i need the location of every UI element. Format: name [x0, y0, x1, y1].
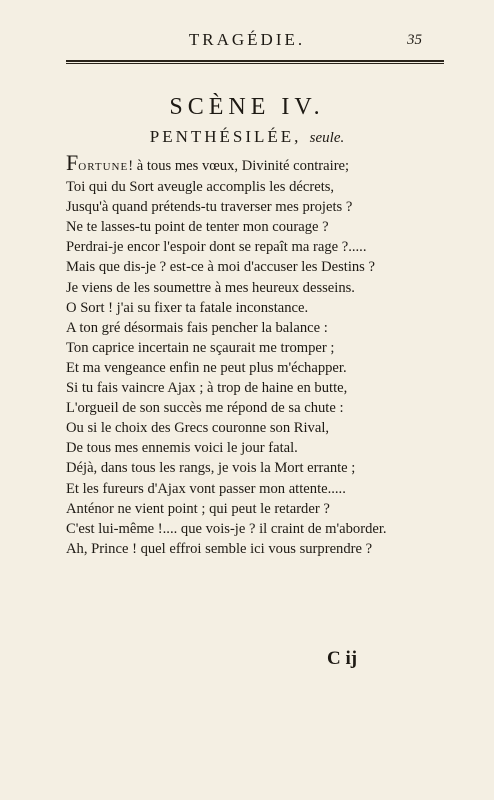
character-name: PENTHÉSILÉE,: [149, 127, 302, 146]
running-title: TRAGÉDIE.: [188, 30, 306, 49]
verse-line: Ah, Prince ! quel effroi semble ici vous surprendre ?: [66, 540, 373, 557]
verse-line: Et les fureurs d'Ajax vont passer mon attente.....: [66, 480, 346, 497]
verse-line: Je viens de les soumettre à mes heureux desseins.: [66, 279, 355, 296]
signature-mark: C ij: [327, 648, 358, 669]
verse-line: De tous mes ennemis voici le jour fatal.: [66, 440, 298, 457]
running-head: [0, 30, 494, 54]
first-line-rest: ! à tous mes vœux, Divinité contraire;: [128, 158, 350, 174]
verse-line: Et ma vengeance enfin ne peut plus m'échapper.: [66, 359, 347, 376]
verse-block: [66, 150, 466, 559]
scene-title: SCÈNE IV.: [169, 94, 325, 120]
first-word-small-caps: ORTUNE: [78, 161, 129, 173]
verse-line: L'orgueil de son succès me répond de sa chute :: [66, 400, 344, 417]
page-number: 35: [407, 32, 422, 48]
verse-line: Anténor ne vient point ; qui peut le retarder ?: [66, 500, 330, 517]
verse-line: O Sort ! j'ai su fixer ta fatale inconstance.: [66, 299, 309, 316]
drop-cap: F: [66, 150, 79, 175]
verse-line: C'est lui-même !.... que vois-je ? il craint de m'aborder.: [66, 520, 387, 537]
verse-line: Perdrai-je encor l'espoir dont se repaît ma rage ?.....: [66, 239, 367, 256]
character-heading: [0, 127, 494, 147]
header-rule: [66, 60, 444, 64]
verse-line-first: [66, 150, 466, 177]
stage-direction: seule.: [309, 130, 345, 146]
verse-line: Ton caprice incertain ne sçaurait me tromper ;: [66, 339, 335, 356]
verse-line: A ton gré désormais fais pencher la balance :: [66, 319, 328, 336]
verse-line: Ne te lasses-tu point de tenter mon courage ?: [66, 219, 329, 236]
verse-line: Si tu fais vaincre Ajax ; à trop de haine en butte,: [66, 380, 348, 397]
verse-line: Mais que dis-je ? est-ce à moi d'accuser les Destins ?: [66, 259, 375, 276]
verse-line: Toi qui du Sort aveugle accomplis les décrets,: [66, 179, 335, 196]
verse-line: Ou si le choix des Grecs couronne son Rival,: [66, 420, 330, 437]
verse-line: Déjà, dans tous les rangs, je vois la Mort errante ;: [66, 460, 356, 477]
verse-line: Jusqu'à quand prétends-tu traverser mes projets ?: [66, 199, 353, 216]
